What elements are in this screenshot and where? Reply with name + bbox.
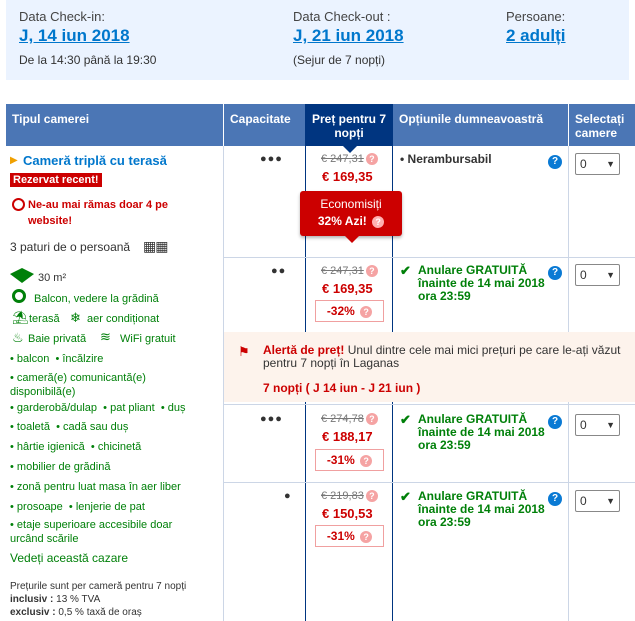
option-title: Anulare GRATUITĂ [418, 412, 528, 426]
current-price: € 169,35 [322, 169, 373, 184]
amenity: prosoape [16, 501, 63, 513]
badge-pointer [345, 236, 359, 243]
option-date: înainte de 14 mai 2018 [418, 502, 545, 516]
divider [224, 482, 635, 483]
vat-value: 13 % TVA [56, 594, 101, 605]
search-summary [6, 0, 629, 80]
check-icon: ✔ [400, 263, 411, 278]
option-text: Nerambursabil [407, 152, 492, 166]
amenity: balcon [16, 353, 50, 365]
discount-value: -31% [326, 453, 355, 467]
room-quantity-select[interactable] [575, 490, 620, 512]
facility-ac: aer condiționat [87, 313, 160, 325]
checkin-time: De la 14:30 până la 19:30 [19, 53, 157, 67]
scarcity-message: Ne-au mai rămas doar 4 pe website! [28, 199, 169, 227]
col-price: Preț pentru 7 nopți [306, 104, 392, 146]
view-icon [12, 289, 26, 303]
info-icon[interactable]: ? [548, 155, 562, 169]
persons-label: Persoane: [506, 9, 566, 24]
amenity: cadă sau duș [62, 421, 129, 433]
stay-length: (Sejur de 7 nopți) [293, 53, 386, 67]
price-alert [224, 332, 635, 402]
room-size: 30 m² [38, 272, 67, 284]
current-price: € 150,53 [322, 506, 373, 521]
room-quantity-select[interactable] [575, 153, 620, 175]
amenity-list: • prosoape • lenjerie de pat [10, 501, 145, 513]
bed-icon: ▦▦ [143, 238, 168, 254]
col-capacity: Capacitate [224, 104, 305, 146]
col-select: Selectați camere [569, 104, 635, 146]
option-date: înainte de 14 mai 2018 [418, 276, 545, 290]
room-name-link[interactable]: Cameră triplă cu terasă [23, 153, 167, 168]
view-room-link[interactable]: Vedeți această cazare [10, 551, 129, 565]
amenity: etaje superioare accesibile doar urcând scările [10, 519, 173, 545]
option-date: înainte de 14 mai 2018 [418, 425, 545, 439]
room-quantity-select[interactable] [575, 414, 620, 436]
current-price: € 188,17 [322, 429, 373, 444]
savings-label: Economisiți [320, 197, 382, 211]
amenity: toaletă [16, 421, 50, 433]
discount-badge [315, 525, 384, 547]
info-icon[interactable]: ? [548, 492, 562, 506]
original-price [321, 265, 378, 277]
free-cancellation [418, 264, 545, 303]
discount-value: -32% [326, 304, 355, 318]
info-icon[interactable]: ? [548, 415, 562, 429]
tax-note [10, 607, 142, 618]
wifi-icon: ≋ [100, 329, 111, 344]
capacity-1-person-icon: ● [284, 490, 292, 502]
chevron-down-icon: ▼ [606, 496, 615, 506]
option-title: Anulare GRATUITĂ [418, 489, 528, 503]
capacity-2-persons-icon: ●● [271, 265, 287, 277]
select-value: 0 [580, 494, 587, 508]
question-icon[interactable]: ? [360, 306, 372, 318]
checkin-date[interactable]: J, 14 iun 2018 [19, 26, 130, 45]
checkout-label: Data Check-out : [293, 9, 391, 24]
savings-percent: 32% [317, 214, 342, 228]
discount-value: -31% [326, 529, 355, 543]
original-price-value: € 219,83 [321, 490, 364, 502]
amenity: lenjerie de pat [75, 501, 145, 513]
discount-badge [315, 449, 384, 471]
amenity: garderobă/dulap [16, 402, 98, 414]
price-note: Prețurile sunt per cameră pentru 7 nopți [10, 581, 187, 592]
question-icon[interactable]: ? [360, 531, 372, 543]
original-price [321, 153, 378, 165]
tax-value: 0,5 % taxă de oraș [58, 607, 142, 618]
facility-wifi: WiFi gratuit [120, 333, 176, 345]
amenity: chicinetă [97, 441, 142, 453]
sort-indicator-icon [343, 146, 357, 153]
amenity: pat pliant [110, 402, 155, 414]
option-time: ora 23:59 [418, 289, 471, 303]
original-price-value: € 247,31 [321, 153, 364, 165]
free-cancellation [418, 413, 545, 452]
select-value: 0 [580, 268, 587, 282]
current-price: € 169,35 [322, 281, 373, 296]
checkout-date[interactable]: J, 21 iun 2018 [293, 26, 404, 45]
original-price-value: € 274,78 [321, 413, 364, 425]
amenity: mobilier de grădină [16, 461, 111, 473]
original-price [321, 413, 378, 425]
question-icon[interactable]: ? [366, 413, 378, 425]
question-icon[interactable]: ? [366, 153, 378, 165]
alert-dates: 7 nopți ( J 14 iun - J 21 iun ) [263, 381, 421, 395]
check-icon: ✔ [400, 412, 411, 427]
vat-label: inclusiv : [10, 594, 54, 605]
option-title: Anulare GRATUITĂ [418, 263, 528, 277]
room-quantity-select[interactable] [575, 264, 620, 286]
select-value: 0 [580, 418, 587, 432]
amenity: încălzire [62, 353, 104, 365]
facility-bath: Baie privată [28, 333, 87, 345]
amenity: zonă pentru luat masa în aer liber [16, 481, 181, 493]
check-icon: ✔ [400, 489, 411, 504]
free-cancellation [418, 490, 545, 529]
bed-info: 3 paturi de o persoană [10, 240, 131, 254]
question-icon[interactable]: ? [360, 455, 372, 467]
expand-arrow-icon: ▶ [10, 155, 18, 166]
capacity-3-persons-icon: ●●● [260, 413, 283, 425]
tag-icon: ⚑ [238, 344, 250, 359]
amenity-list: • zonă pentru luat masa în aer liber [10, 481, 181, 493]
amenity-list: • garderobă/dulap • pat pliant • duș [10, 402, 186, 414]
amenity-list: • etaje superioare accesibile doar urcând scările [10, 519, 173, 545]
terrace-icon: ⛱ [12, 310, 29, 325]
original-price-value: € 247,31 [321, 265, 364, 277]
tax-label: exclusiv : [10, 607, 56, 618]
room-size-icon [10, 268, 34, 283]
amenity-list: • balcon • încălzire [10, 353, 104, 365]
savings-badge [300, 191, 402, 236]
divider [224, 257, 635, 258]
alert-title: Alertă de preț! [263, 343, 345, 357]
bath-icon: ♨ [12, 330, 24, 345]
discount-badge [315, 300, 384, 322]
amenity-list: • hârtie igienică • chicinetă [10, 441, 142, 453]
alert-text: Unul dintre cele mai mici prețuri pe care le-ați văzut pentru 7 nopți în Laganas [263, 343, 621, 370]
question-icon[interactable]: ? [366, 265, 378, 277]
amenity-list: • mobilier de grădină [10, 461, 111, 473]
amenity-list: • cameră(e) comunicantă(e) disponibilă(e) [10, 372, 146, 398]
question-icon[interactable]: ? [372, 216, 384, 228]
select-value: 0 [580, 157, 587, 171]
chevron-down-icon: ▼ [606, 270, 615, 280]
amenity: duș [167, 402, 186, 414]
capacity-3-persons-icon: ●●● [260, 153, 283, 165]
amenity: hârtie igienică [16, 441, 85, 453]
option-time: ora 23:59 [418, 438, 471, 452]
recently-booked-badge: Rezervat recent! [10, 173, 102, 187]
question-icon[interactable]: ? [366, 490, 378, 502]
snowflake-icon: ❄ [70, 310, 81, 325]
facility-balcony-view: Balcon, vedere la grădină [34, 293, 159, 305]
persons-value[interactable]: 2 adulți [506, 26, 566, 45]
checkin-label: Data Check-in: [19, 9, 105, 24]
vat-note [10, 594, 100, 605]
amenity-list: • toaletă • cadă sau duș [10, 421, 129, 433]
col-room-type: Tipul camerei [6, 104, 223, 146]
option-nonrefundable: • Nerambursabil [400, 152, 492, 166]
divider [224, 404, 635, 405]
col-options: Opțiunile dumneavoastră [393, 104, 568, 146]
option-time: ora 23:59 [418, 515, 471, 529]
original-price [321, 490, 378, 502]
chevron-down-icon: ▼ [606, 159, 615, 169]
chevron-down-icon: ▼ [606, 420, 615, 430]
info-icon[interactable]: ? [548, 266, 562, 280]
facility-terrace: terasă [29, 313, 60, 325]
amenity: cameră(e) comunicantă(e) disponibilă(e) [10, 372, 146, 398]
savings-today: Azi! [344, 214, 367, 228]
clock-icon [12, 198, 25, 211]
